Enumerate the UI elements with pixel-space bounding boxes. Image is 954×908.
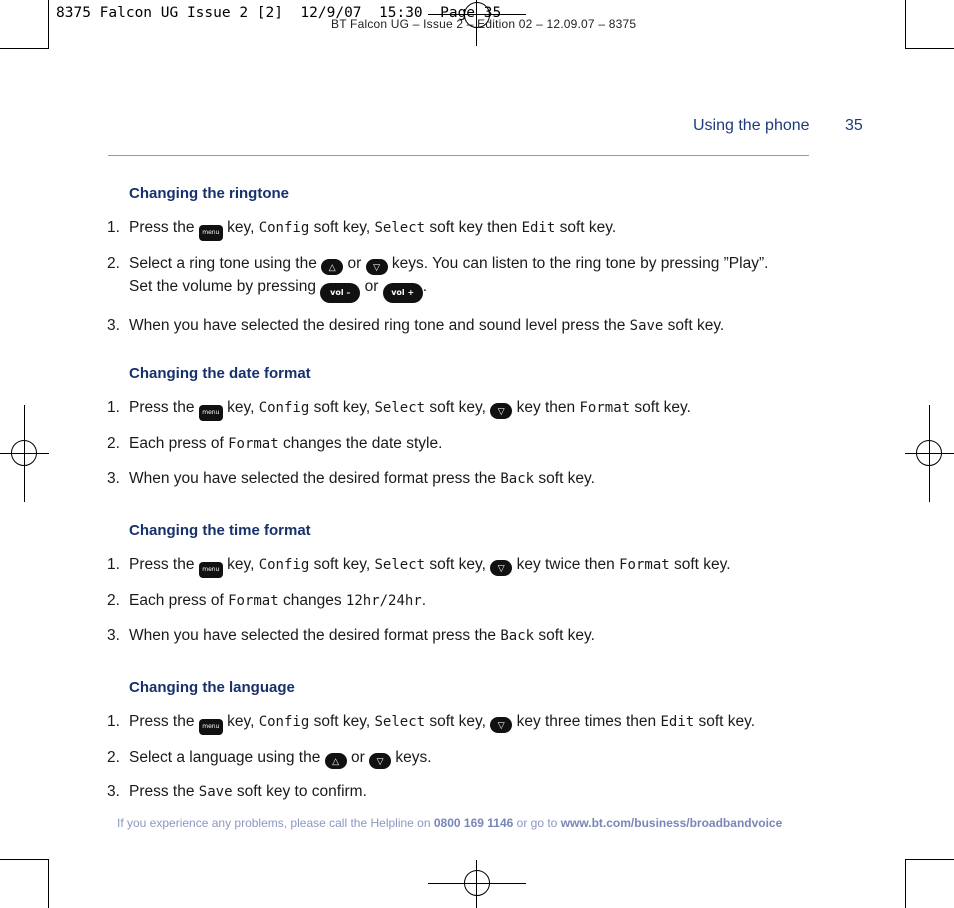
softkey-label: Save: [629, 318, 664, 334]
step-text: or: [350, 749, 365, 766]
step-number: 2.: [107, 592, 120, 609]
up-arrow-key-icon: △: [325, 753, 347, 769]
softkey-label: Edit: [660, 714, 695, 730]
step-text: soft key.: [698, 713, 756, 730]
crop-mark: [905, 859, 906, 908]
step-text: When you have selected the desired format press the: [129, 627, 497, 644]
step-text: key,: [227, 219, 255, 236]
step-text: soft key.: [559, 219, 617, 236]
registration-mark: [11, 440, 37, 466]
softkey-label: Format: [228, 593, 279, 609]
softkey-label: Select: [374, 557, 426, 573]
step-text: key,: [227, 556, 255, 573]
footer-text: If you experience any problems, please call the Helpline on: [117, 816, 431, 830]
step-text: changes the date style.: [282, 435, 443, 452]
step-text: Select a language using the: [129, 749, 321, 766]
step-text: soft key.: [667, 317, 725, 334]
step-text: soft key then: [429, 219, 518, 236]
section-ringtone: [107, 185, 867, 349]
step-text: soft key.: [538, 470, 595, 487]
softkey-label: Format: [579, 400, 631, 416]
registration-mark: [464, 870, 490, 896]
softkey-label: Format: [228, 436, 279, 452]
step: [107, 216, 867, 241]
step-text: soft key to confirm.: [236, 783, 367, 800]
step: [107, 589, 867, 613]
step-text: When you have selected the desired ring tone and sound level press the: [129, 317, 626, 334]
step-text: Each press of: [129, 592, 224, 609]
section-title: Changing the time format: [129, 522, 311, 539]
softkey-label: Select: [374, 714, 426, 730]
step: [107, 710, 867, 735]
job-slug: 8375 Falcon UG Issue 2 [2] 12/9/07 15:30 Page 35: [56, 5, 502, 21]
step-text: key,: [227, 713, 255, 730]
step-text: keys. You can listen to the ring tone by pressing ”Play”.: [391, 255, 769, 272]
crop-mark: [905, 48, 954, 49]
step-text: Press the: [129, 783, 195, 800]
step-text: soft key,: [313, 713, 371, 730]
crop-mark: [905, 0, 906, 49]
edition-slug: BT Falcon UG – Issue 2 – Edition 02 – 12.09.07 – 8375: [331, 17, 637, 31]
softkey-label: Config: [258, 400, 310, 416]
section-title: Changing the ringtone: [129, 185, 289, 202]
step: [107, 432, 867, 456]
crop-mark: [0, 859, 49, 860]
section-title: Changing the language: [129, 679, 295, 696]
step: [107, 780, 867, 804]
step-text: soft key,: [429, 556, 486, 573]
softkey-label: Back: [500, 628, 535, 644]
step-text: key twice then: [516, 556, 615, 573]
up-arrow-key-icon: △: [321, 259, 343, 275]
softkey-label: Select: [374, 220, 426, 236]
step-text: Press the: [129, 399, 195, 416]
step: [107, 624, 867, 648]
step-text: soft key,: [313, 556, 371, 573]
step-number: 3.: [107, 627, 120, 644]
step-text: soft key.: [674, 556, 731, 573]
softkey-label: Select: [374, 400, 426, 416]
helpline-footer: [117, 816, 782, 830]
softkey-label: Config: [258, 714, 310, 730]
step-text: .: [422, 278, 428, 295]
step-number: 2.: [107, 435, 120, 452]
down-arrow-key-icon: ▽: [366, 259, 388, 275]
step-text: soft key.: [538, 627, 595, 644]
step-text: Press the: [129, 219, 195, 236]
step-text: soft key,: [429, 399, 486, 416]
step: [107, 467, 867, 491]
step-number: 1.: [107, 219, 120, 236]
step-text: Press the: [129, 713, 195, 730]
crop-mark: [48, 859, 49, 908]
step-text: key,: [227, 399, 255, 416]
step-number: 1.: [107, 399, 120, 416]
step-text: or: [364, 278, 379, 295]
softkey-label: Back: [500, 471, 535, 487]
volume-down-key-icon: vol –: [320, 283, 360, 303]
crop-mark: [48, 0, 49, 49]
down-arrow-key-icon: ▽: [490, 717, 512, 733]
softkey-label: Edit: [521, 220, 556, 236]
volume-up-key-icon: vol +: [383, 283, 423, 303]
step-number: 1.: [107, 713, 120, 730]
step: [107, 314, 867, 338]
step-text: When you have selected the desired format press the: [129, 470, 497, 487]
section-language: [107, 679, 867, 815]
menu-key-icon: menu: [199, 405, 223, 421]
step-text: soft key,: [313, 399, 371, 416]
step-text: soft key,: [429, 713, 486, 730]
step-text: key three times then: [516, 713, 657, 730]
step-number: 2.: [107, 749, 120, 766]
step-number: 2.: [107, 255, 120, 272]
step-text: Select a ring tone using the: [129, 255, 317, 272]
header-rule: [108, 155, 809, 156]
step-text: .: [421, 592, 427, 609]
step-number: 3.: [107, 470, 120, 487]
step: [107, 252, 867, 303]
softkey-label: Config: [258, 220, 310, 236]
step-text: soft key,: [313, 219, 371, 236]
softkey-label: 12hr/24hr: [345, 593, 422, 609]
menu-key-icon: menu: [199, 719, 223, 735]
softkey-label: Save: [198, 784, 233, 800]
down-arrow-key-icon: ▽: [490, 560, 512, 576]
softkey-label: Config: [258, 557, 310, 573]
down-arrow-key-icon: ▽: [490, 403, 512, 419]
page-number: 35: [845, 117, 863, 134]
step-number: 3.: [107, 783, 120, 800]
step-number: 1.: [107, 556, 120, 573]
step-text: keys.: [395, 749, 432, 766]
section-title: Changing the date format: [129, 365, 311, 382]
step-text: changes: [282, 592, 342, 609]
step-text: key then: [516, 399, 576, 416]
step-text: Press the: [129, 556, 195, 573]
step-text: Each press of: [129, 435, 224, 452]
down-arrow-key-icon: ▽: [369, 753, 391, 769]
helpline-number: 0800 169 1146: [433, 816, 514, 830]
footer-text: or go to: [516, 816, 558, 830]
step-text: soft key.: [634, 399, 691, 416]
running-header: Using the phone: [693, 117, 810, 134]
crop-mark: [0, 48, 49, 49]
step: [107, 553, 867, 578]
menu-key-icon: menu: [199, 225, 223, 241]
crop-mark: [905, 859, 954, 860]
section-time-format: [107, 522, 867, 659]
step-text: Set the volume by pressing: [129, 278, 316, 295]
support-url: www.bt.com/business/broadbandvoice: [560, 816, 783, 830]
menu-key-icon: menu: [199, 562, 223, 578]
section-date-format: [107, 365, 867, 502]
step-number: 3.: [107, 317, 120, 334]
step-text: or: [347, 255, 362, 272]
step: [107, 746, 867, 769]
softkey-label: Format: [619, 557, 670, 573]
step: [107, 396, 867, 421]
registration-mark: [916, 440, 942, 466]
